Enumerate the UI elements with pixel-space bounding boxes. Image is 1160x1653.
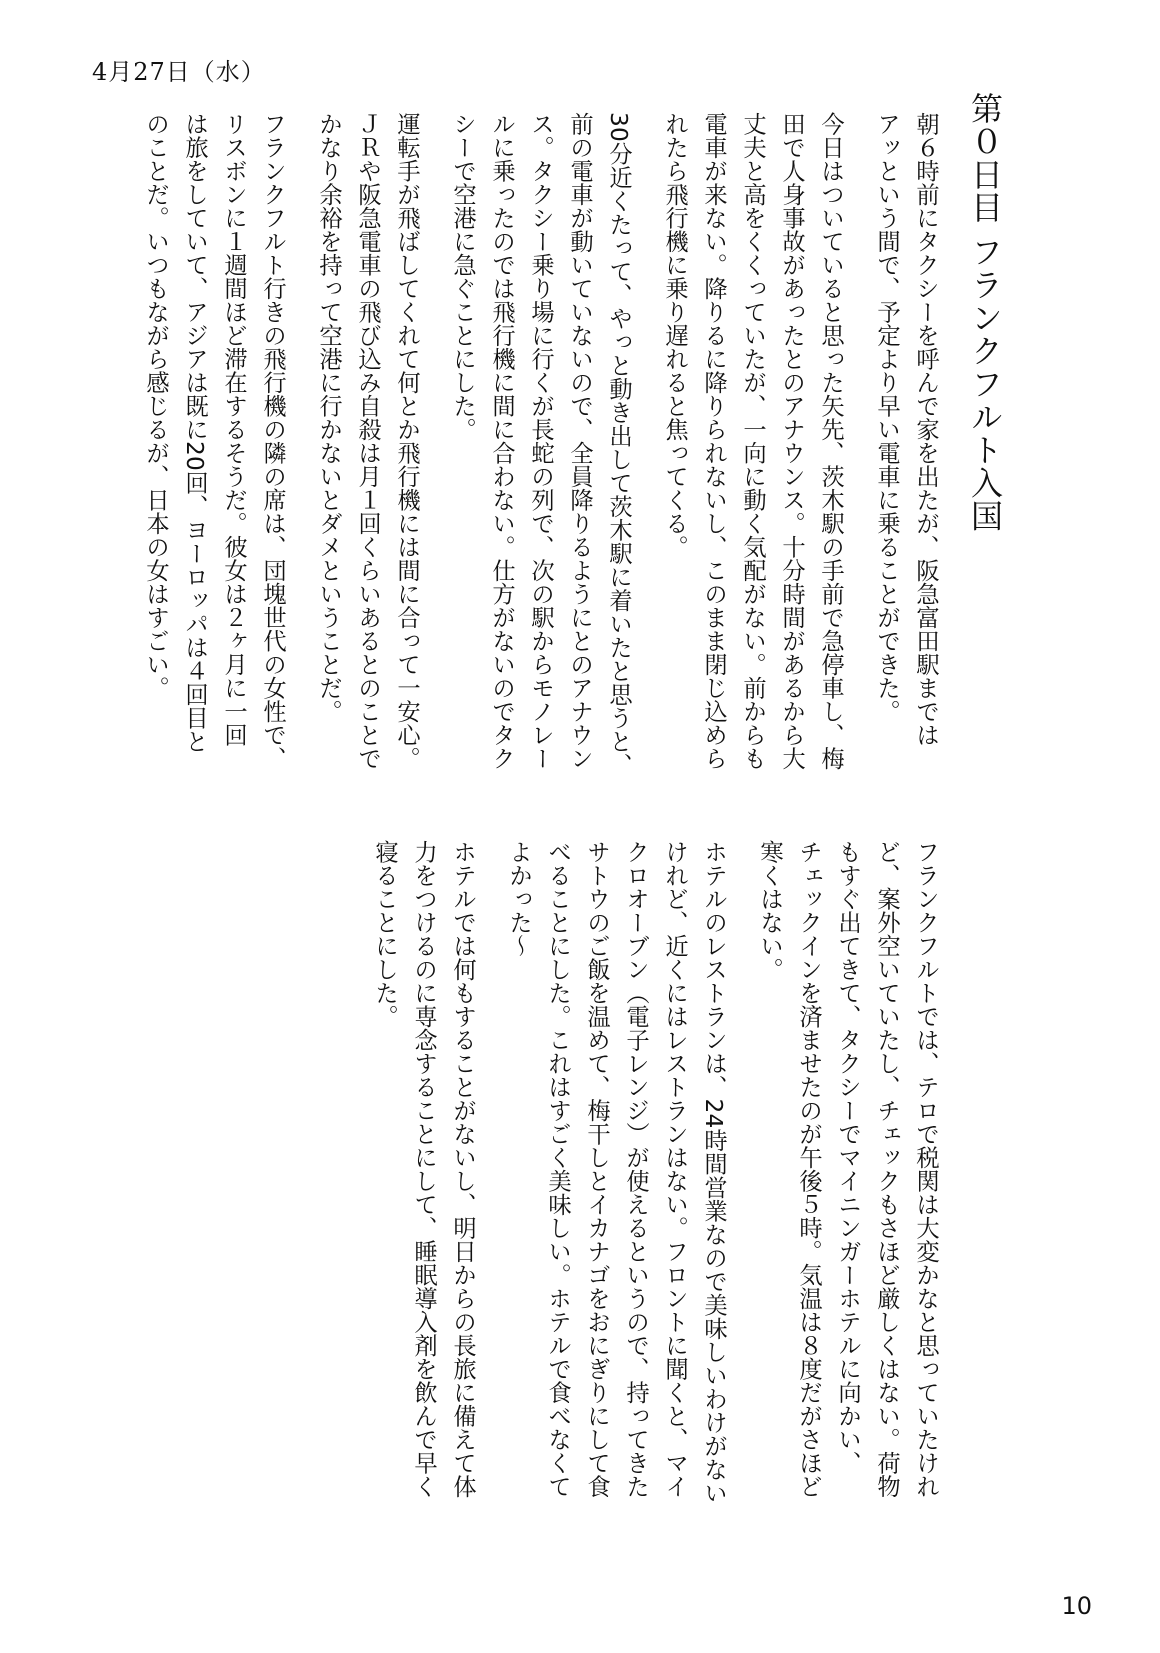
paragraph: 運転手が飛ばしてくれて何とか飛行機には間に合って一安心。 ＪＲや阪急電車の飛び込み自殺は月１回くらいあるとのことで かなり余裕を持って空港に行かないとダメということだ。 (315, 112, 420, 770)
page-number: 10 (1061, 1592, 1092, 1620)
paragraph: 今日はついていると思った矢先、茨木駅の手前で急停車し、梅 田で人身事故があったとのアナウンス。十分時間があるから大 丈夫と高をくくっていたが、一向に動く気配がない。前からも 電車が来ない。降りるに降りられないし、このまま閉じ込めら れたら飛行機に乗り遅れると焦ってくる。 (661, 112, 844, 770)
paragraph: 30分近くたって、やっと動き出して茨木駅に着いたと思うと、 前の電車が動いていないので、全員降りるようにとのアナウン ス。タクシー乗り場に行くが長蛇の列で、次の駅からモノレー ルに乗ったのでは飛行機に間に合わない。仕方がないのでタク シーで空港に急ぐことにした。 (449, 112, 632, 777)
paragraph: 朝６時前にタクシーを呼んで家を出たが、阪急富田駅までは アッという間で、予定より早い電車に乗ることができた。 (873, 112, 939, 747)
paragraph: ホテルのレストランは、24時間営業なので美味しいわけがない けれど、近くにはレストランはない。フロントに聞くと、マイ クロオーブン（電子レンジ）が使えるというので、持ってきた サトウのご飯を温めて、梅干しとイカナゴをおにぎりにして食 べることにした。これはすごく美味しい。ホテルで食べなくて よかった～ (505, 840, 727, 1505)
entry-date: 4月27日（水） (92, 58, 266, 86)
paragraph: フランクフルトでは、テロで税関は大変かなと思っていたけれ ど、案外空いていたし、チェックもさほど厳しくはない。荷物 もすぐ出てきて、タクシーでマイニンガーホテルに向かい、 チェックインを済ませたのが午後５時。気温は８度だがさほど 寒くはない。 (756, 840, 939, 1498)
paragraph: フランクフルト行きの飛行機の隣の席は、団塊世代の女性で、 リスボンに１週間ほど滞在するそうだ。彼女は２ヶ月に一回 は旅をしていて、アジアは既に20回、ヨーロッパは４回目と のことだ。いつもながら感じるが、日本の女はすごい。 (142, 112, 286, 770)
upper-text-block (142, 112, 945, 777)
lower-text-block (360, 840, 945, 1560)
chapter-title: 第０日目 フランクフルト入国 (966, 92, 1004, 533)
paragraph: ホテルでは何もすることがないし、明日からの長旅に備えて体 力をつけるのに専念することにして、睡眠導入剤を飲んで早く 寝ることにした。 (371, 840, 476, 1498)
